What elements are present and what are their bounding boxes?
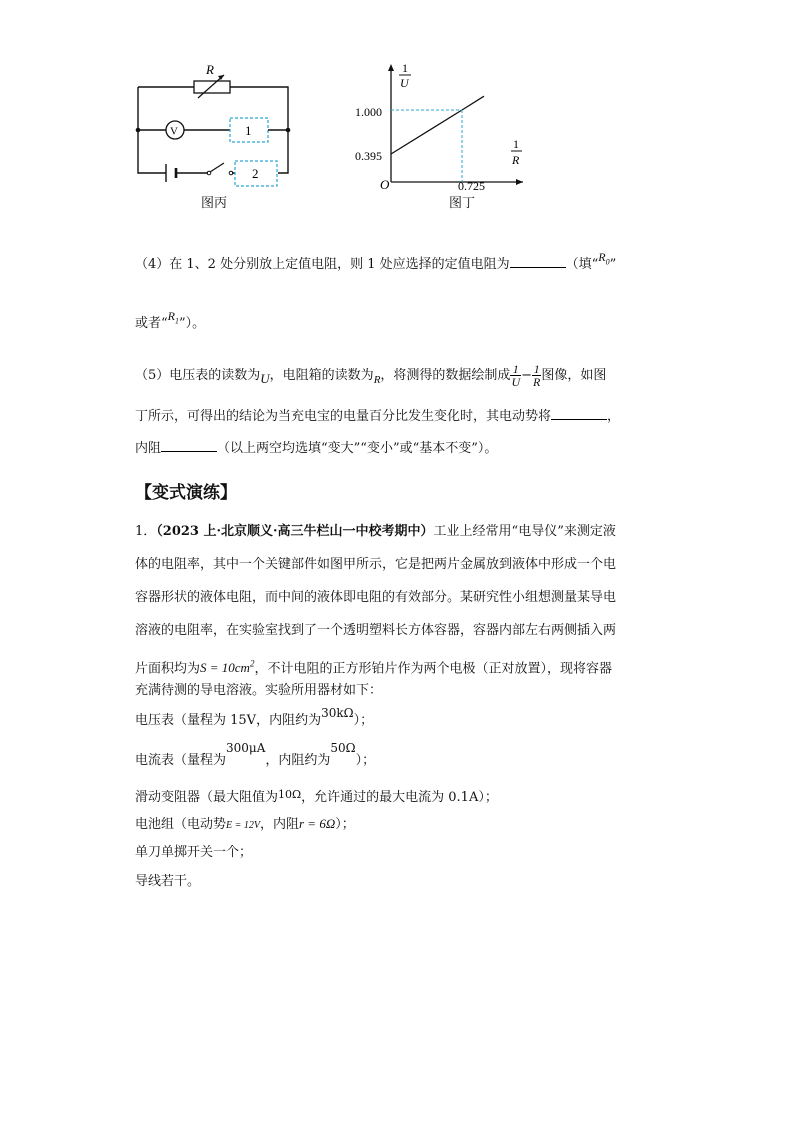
area-expression: $S = 10cm^2$ [200, 659, 255, 676]
question-4-line2 [135, 309, 206, 336]
y-axis-label-num: 1 [402, 61, 408, 75]
problem-text-1: 工业上经常用“电导仪”来测定液 [433, 524, 616, 539]
voltmeter-resistance: 30kΩ [321, 706, 354, 720]
q4-text-c: ” [609, 257, 617, 272]
q5-answer-blank-2[interactable] [161, 439, 217, 452]
rheostat-text: 滑动变阻器（最大阻值为 [135, 790, 279, 805]
problem-text-5b: ，不计电阻的正方形铂片作为两个电极（正对放置），现将容器 [254, 661, 612, 677]
box2-label: 2 [252, 166, 259, 181]
voltmeter-text-end: ）； [353, 713, 374, 728]
fraction-1-over-u: $\frac{1}{U}$ [511, 362, 521, 389]
y-axis-label-den: U [400, 76, 409, 90]
u-symbol: U [260, 371, 270, 386]
wires-spec: 导线若干。 [135, 874, 201, 889]
problem-1-line5 [135, 656, 612, 677]
ammeter-range: 300μA [226, 741, 266, 755]
q5-text-c: ，将测得的数据绘制成 [380, 368, 511, 383]
data-line [391, 96, 484, 154]
battery-text: 电池组（电动势 [135, 817, 227, 832]
q5-text-line2: 丁所示，可得出的结论为当充电宝的电量百分比发生变化时，其电动势将 [135, 409, 552, 424]
q5-answer-blank-1[interactable] [551, 407, 607, 420]
voltmeter-spec [135, 706, 374, 729]
q5-text-line3-a: 内阻 [135, 441, 162, 456]
graph-plot [355, 58, 535, 194]
ammeter-spec [135, 741, 376, 769]
q4-text-e: ”）。 [179, 316, 206, 331]
question-5-line1 [135, 363, 606, 388]
problem-1-line6: 充满待测的导电溶液。实验所用器材如下： [135, 683, 383, 698]
question-4-line1 [135, 250, 617, 277]
ammeter-text-end: ）； [355, 753, 376, 768]
battery-text-end: ）； [335, 817, 355, 832]
q4-answer-blank[interactable] [510, 255, 566, 268]
section-heading: 【变式演练】 [135, 483, 237, 503]
ammeter-text: 电流表（量程为 [135, 753, 227, 768]
q4-text-a: （4）在 1、2 处分别放上定值电阻，则 1 处应选择的定值电阻为 [135, 257, 510, 272]
circuit-diagram [128, 60, 308, 210]
r0-symbol: $R_0$ [598, 250, 610, 267]
battery-emf: E = 12V [226, 820, 260, 831]
battery-text-b: ，内阻 [259, 817, 299, 832]
battery-internal-resistance: r = 6Ω [299, 816, 336, 831]
ammeter-resistance: 50Ω [330, 741, 356, 755]
q5-text-b: ，电阻箱的读数为 [269, 368, 374, 383]
resistor-label: R [206, 62, 214, 77]
graph-caption: 图丁 [449, 196, 476, 211]
question-5-line2 [135, 407, 620, 425]
box1-label: 1 [245, 123, 252, 138]
switch-spec: 单刀单掷开关一个； [135, 845, 253, 860]
rheostat-spec [135, 790, 498, 806]
problem-source: （2023 上·北京顺义·高三牛栏山一中校考期中） [156, 524, 434, 539]
minus-sign: − [521, 368, 533, 383]
q4-text-b: （填“ [565, 257, 599, 272]
x-axis-label-num: 1 [513, 137, 519, 151]
voltmeter-text: 电压表（量程为 15V，内阻约为 [135, 713, 322, 728]
voltmeter-label: V [170, 125, 178, 138]
fraction-1-over-r: $\frac{1}{R}$ [533, 362, 541, 389]
q5-text-a: （5）电压表的读数为 [135, 368, 261, 383]
q5-text-line3-b: （以上两空均选填“变大”“变小”或“基本不变”）。 [217, 441, 498, 456]
battery-spec [135, 816, 355, 834]
problem-1-line4: 溶液的电阻率，在实验室找到了一个透明塑料长方体容器，容器内部左右两侧插入两 [135, 623, 617, 638]
y-tick-0395: 0.395 [355, 149, 382, 163]
q5-text-line2-end: ， [607, 409, 621, 424]
question-5-line3 [135, 439, 497, 457]
ammeter-text-b: ，内阻约为 [265, 753, 331, 768]
q5-text-d: 图像，如图 [541, 368, 607, 383]
rheostat-resistance: 10Ω [278, 788, 302, 801]
problem-number: 1． [135, 524, 157, 539]
y-tick-1000: 1.000 [355, 105, 382, 119]
plot-layer [391, 96, 484, 182]
circuit-caption: 图丙 [201, 196, 228, 211]
problem-1-line3: 容器形状的液体电阻，而中间的液体即电阻的有效部分。某研究性小组想测量某导电 [135, 590, 617, 605]
x-axis-label-den: R [512, 153, 520, 167]
problem-1-line2: 体的电阻率，其中一个关键部件如图甲所示，它是把两片金属放到液体中形成一个电 [135, 557, 617, 572]
q4-text-d: 或者“ [135, 316, 168, 331]
problem-1-line1 [135, 524, 616, 540]
r1-symbol: $R_1$ [167, 309, 179, 326]
r-symbol: R [373, 374, 381, 386]
problem-text-5a: 片面积均为 [135, 661, 201, 677]
x-tick-0725: 0.725 [458, 179, 485, 193]
origin-label: O [380, 177, 390, 192]
rheostat-text-end: ，允许通过的最大电流为 0.1A）； [301, 790, 498, 805]
